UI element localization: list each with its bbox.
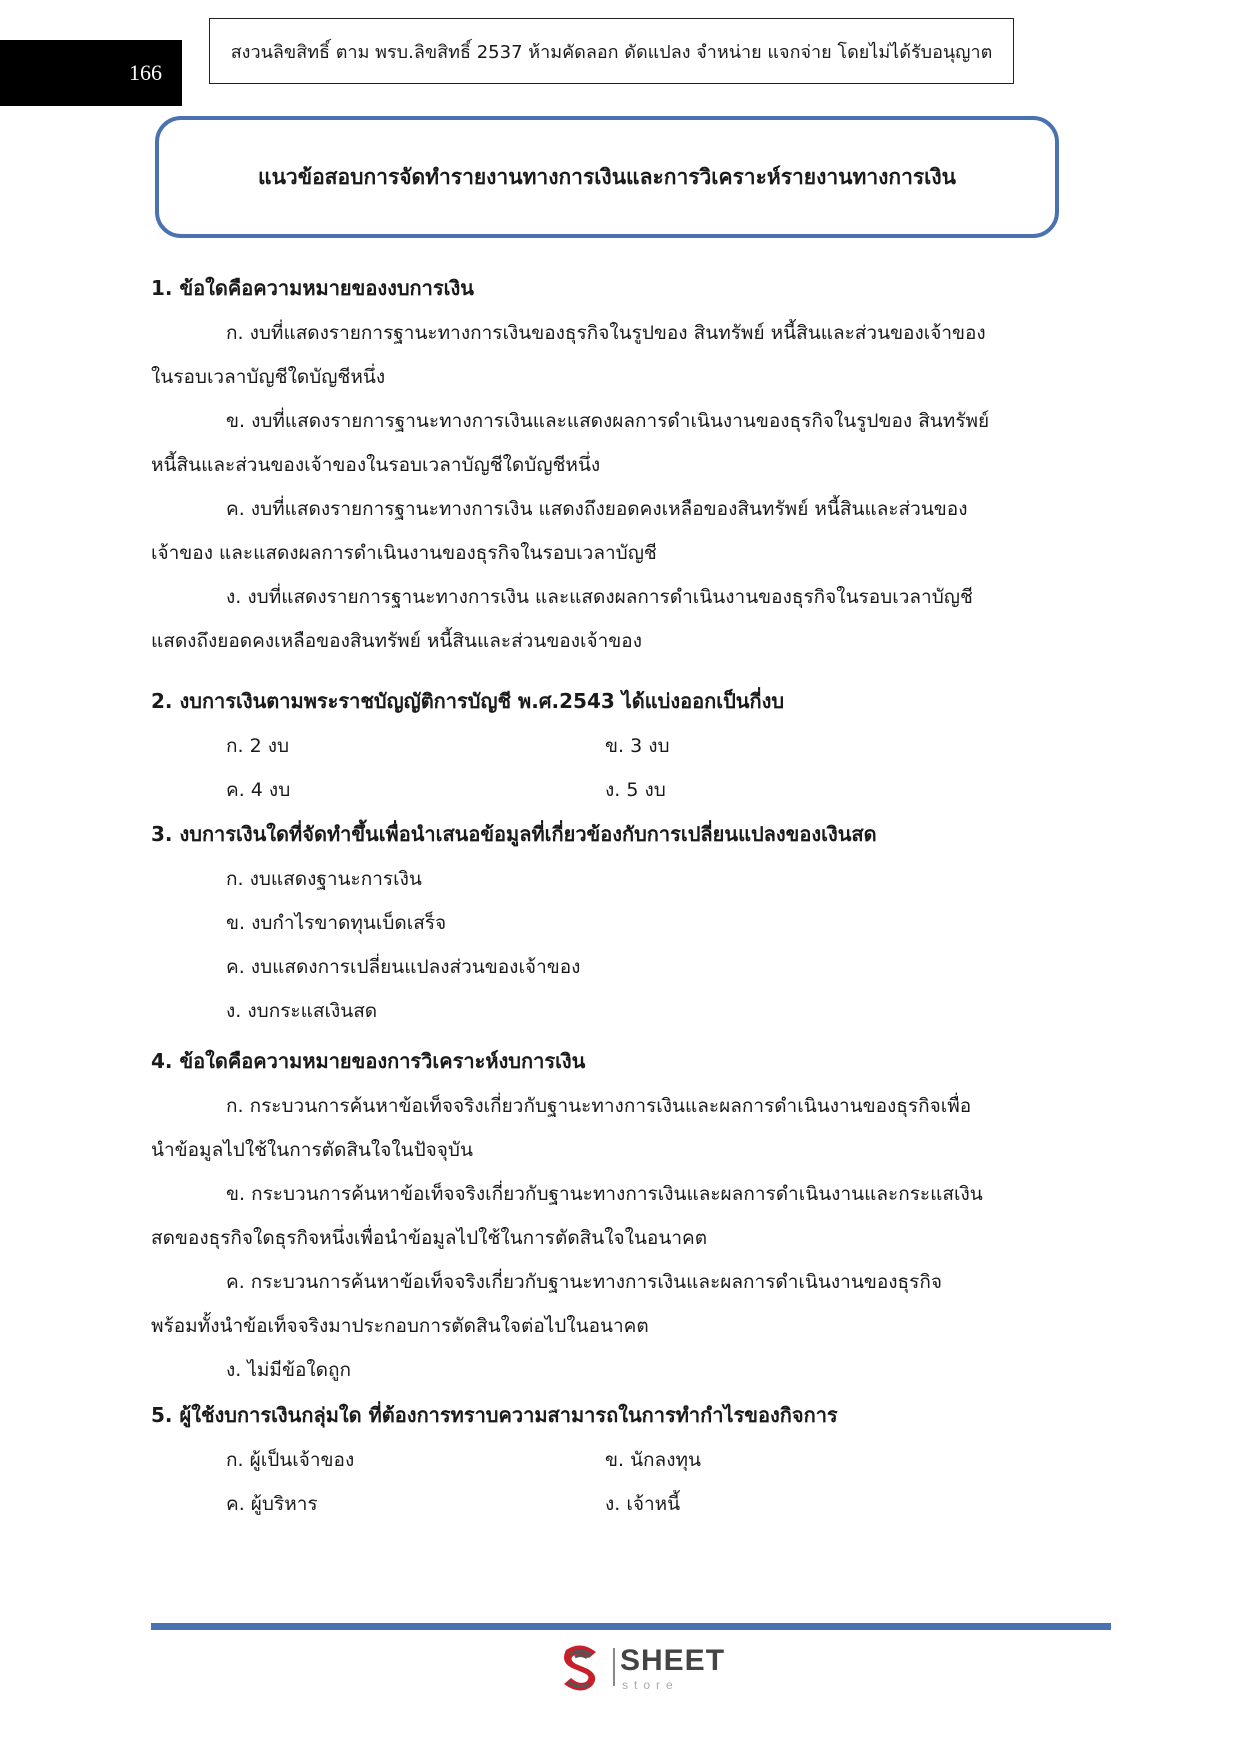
logo-subtext: store (622, 1678, 679, 1692)
question-4-title: 4. ข้อใดคือความหมายของการวิเคราะห์งบการเงิน (151, 1049, 586, 1073)
q4-option-c: ค. กระบวนการค้นหาข้อเท็จจริงเกี่ยวกับฐานะทางการเงินและผลการดำเนินงานของธุรกิจ (226, 1271, 942, 1293)
page-number-box (0, 40, 182, 106)
q1-option-a-cont: ในรอบเวลาบัญชีใดบัญชีหนึ่ง (151, 366, 386, 388)
logo-separator (613, 1648, 615, 1686)
question-3-title: 3. งบการเงินใดที่จัดทำขึ้นเพื่อนำเสนอข้อมูลที่เกี่ยวข้องกับการเปลี่ยนแปลงของเงินสด (151, 822, 877, 846)
sheet-store-mark-icon (556, 1642, 606, 1692)
logo-wordmark: SHEET (620, 1644, 726, 1677)
q4-option-d: ง. ไม่มีข้อใดถูก (226, 1359, 351, 1381)
q5-option-c: ค. ผู้บริหาร (226, 1493, 318, 1515)
sheet-store-logo (556, 1640, 736, 1700)
q1-option-b: ข. งบที่แสดงรายการฐานะทางการเงินและแสดงผลการดำเนินงานของธุรกิจในรูปของ สินทรัพย์ (226, 410, 990, 432)
q2-option-c: ค. 4 งบ (226, 779, 291, 801)
copyright-text: สงวนลิขสิทธิ์ ตาม พรบ.ลิขสิทธิ์ 2537 ห้ามคัดลอก ดัดแปลง จำหน่าย แจกจ่าย โดยไม่ได้รับอนุญาต (230, 41, 993, 63)
copyright-notice (209, 18, 1014, 84)
q2-option-b: ข. 3 งบ (605, 735, 670, 757)
q2-option-a: ก. 2 งบ (226, 735, 290, 757)
q4-option-b-cont: สดของธุรกิจใดธุรกิจหนึ่งเพื่อนำข้อมูลไปใช้ในการตัดสินใจในอนาคต (151, 1227, 708, 1249)
q4-option-b: ข. กระบวนการค้นหาข้อเท็จจริงเกี่ยวกับฐานะทางการเงินและผลการดำเนินงานและกระแสเงิน (226, 1183, 983, 1205)
title-box (155, 116, 1059, 238)
q1-option-c-cont: เจ้าของ และแสดงผลการดำเนินงานของธุรกิจในรอบเวลาบัญชี (151, 542, 657, 564)
q1-option-d-cont: แสดงถึงยอดคงเหลือของสินทรัพย์ หนี้สินและส่วนของเจ้าของ (151, 630, 642, 652)
q4-option-c-cont: พร้อมทั้งนำข้อเท็จจริงมาประกอบการตัดสินใจต่อไปในอนาคต (151, 1315, 649, 1337)
question-1-title: 1. ข้อใดคือความหมายของงบการเงิน (151, 276, 474, 300)
q1-option-d: ง. งบที่แสดงรายการฐานะทางการเงิน และแสดงผลการดำเนินงานของธุรกิจในรอบเวลาบัญชี (226, 586, 973, 608)
bottom-rule (151, 1623, 1111, 1630)
page-title: แนวข้อสอบการจัดทำรายงานทางการเงินและการวิเคราะห์รายงานทางการเงิน (258, 164, 956, 189)
q5-option-d: ง. เจ้าหนี้ (605, 1493, 681, 1515)
question-5-title: 5. ผู้ใช้งบการเงินกลุ่มใด ที่ต้องการทราบความสามารถในการทำกำไรของกิจการ (151, 1403, 838, 1427)
q4-option-a-cont: นำข้อมูลไปใช้ในการตัดสินใจในปัจจุบัน (151, 1139, 473, 1161)
q3-option-b: ข. งบกำไรขาดทุนเบ็ดเสร็จ (226, 912, 447, 934)
q5-option-b: ข. นักลงทุน (605, 1449, 701, 1471)
q3-option-d: ง. งบกระแสเงินสด (226, 1000, 378, 1022)
q4-option-a: ก. กระบวนการค้นหาข้อเท็จจริงเกี่ยวกับฐานะทางการเงินและผลการดำเนินงานของธุรกิจเพื่อ (226, 1095, 972, 1117)
q2-option-d: ง. 5 งบ (605, 779, 666, 801)
q5-option-a: ก. ผู้เป็นเจ้าของ (226, 1449, 355, 1471)
q3-option-c: ค. งบแสดงการเปลี่ยนแปลงส่วนของเจ้าของ (226, 956, 581, 978)
question-2-title: 2. งบการเงินตามพระราชบัญญัติการบัญชี พ.ศ.2543 ได้แบ่งออกเป็นกี่งบ (151, 689, 785, 713)
q1-option-b-cont: หนี้สินและส่วนของเจ้าของในรอบเวลาบัญชีใดบัญชีหนึ่ง (151, 454, 601, 476)
page-number: 166 (129, 60, 162, 85)
q1-option-c: ค. งบที่แสดงรายการฐานะทางการเงิน แสดงถึงยอดคงเหลือของสินทรัพย์ หนี้สินและส่วนของ (226, 498, 968, 520)
q1-option-a: ก. งบที่แสดงรายการฐานะทางการเงินของธุรกิจในรูปของ สินทรัพย์ หนี้สินและส่วนของเจ้าของ (226, 322, 986, 344)
q3-option-a: ก. งบแสดงฐานะการเงิน (226, 868, 422, 890)
